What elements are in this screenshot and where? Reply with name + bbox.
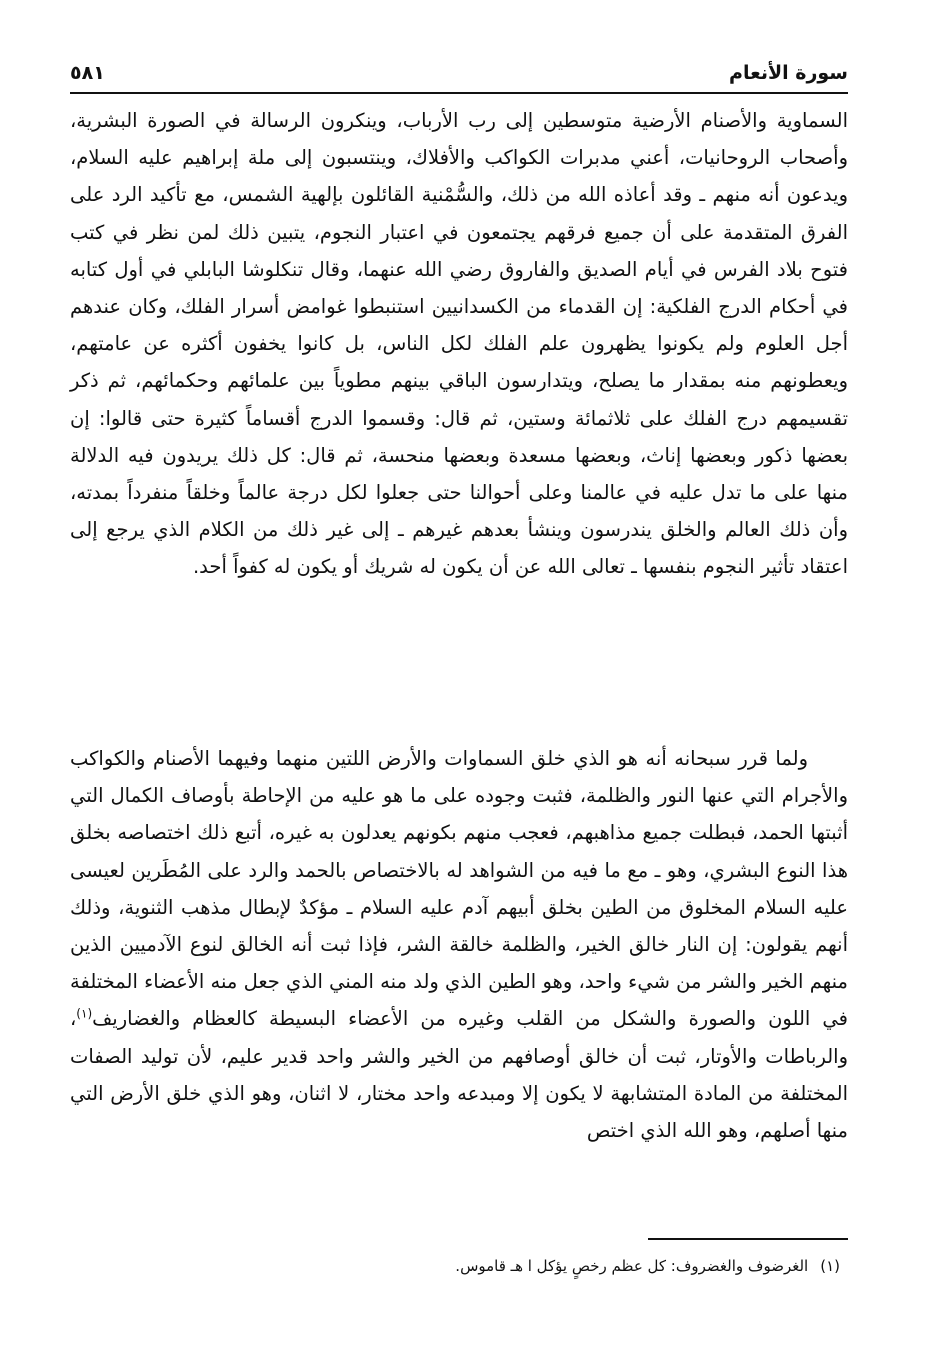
paragraph-2-text-before-ref: ولما قرر سبحانه أنه هو الذي خلق السماوات والأرض اللتين منهما وفيهما الأصنام والكواكب والأجرام التي عنها النور والظلمة، فثبت وجوده على ما هو عليه من الإحاطة بأوصاف الكمال التي أثبتها الحمد، فبطلت جميع مذاهبهم، فعجب منهم بكونهم يعدلون به غيره، أتبع ذلك اختصاصه بخلق هذا النوع البشري، وهو ـ مع ما فيه من الشواهد له بالاختصاص بالحمد والرد على المُطَرين لعيسى عليه السلام المخلوق من الطين بخلق أبيهم آدم عليه السلام ـ مؤكدٌ لإبطال مذهب الثنوية، وذلك أنهم يقولون: إن النار خالق الخير، والظلمة خالقة الشر، فإذا ثبت أنه الخالق لنوع الآدميين الذين منهم الخير والشر من شيء واحد، وهو الطين الذي ولد منه المني الذي جعل منه الأعضاء المختلفة في اللون والصورة والشكل من القلب وغيره من الأعضاء البسيطة كالعظام والغضاريف (70, 747, 848, 1031)
page-number: ٥٨١ (70, 62, 105, 84)
paragraph-2-text-after-ref: ، والرباطات والأوتار، ثبت أن خالق أوصافهم من الخير والشر واحد قدير عليم، لأن توليد الصفات المختلفة من المادة المتشابهة لا يكون إلا ومبدعه واحد مختار، لا اثنان، وهو الذي خلق الأرض التي منها أصلهم، وهو الله الذي اختص (70, 1007, 848, 1143)
footnote-text: الغرضوف والغضروف: كل عظم رخصٍ يؤكل ا هـ قاموس. (455, 1257, 809, 1275)
footnote-reference: (١) (76, 1006, 93, 1021)
header-divider (70, 92, 848, 94)
surah-title: سورة الأنعام (729, 62, 848, 84)
footnote-number: (١) (820, 1257, 840, 1275)
footnote-divider (648, 1238, 848, 1240)
paragraph-1: السماوية والأصنام الأرضية متوسطين إلى رب الأرباب، وينكرون الرسالة في الصورة البشرية، وأصحاب الروحانيات، أعني مدبرات الكواكب والأفلاك، وينتسبون إلى ملة إبراهيم عليه السلام، ويدعون أنه منهم ـ وقد أعاذه الله من ذلك، والسُّمْنية القائلون بإلهية الشمس، مع تأكيد الرد على الفرق المتقدمة على أن جميع فرقهم يجتمعون في اعتبار النجوم، يتبين ذلك لمن نظر في كتب فتوح بلاد الفرس في أيام الصديق والفاروق رضي الله عنهما، وقال تنكلوشا البابلي في أول كتابه في أحكام الدرج الفلكية: إن القدماء من الكسدانيين استنبطوا غوامض أسرار الفلك، وكان عندهم أجل العلوم ولم يكونوا يظهرون علم الفلك لكل الناس، بل كانوا يخفون أكثره عن عامتهم، ويعطونهم منه بمقدار ما يصلح، ويتدارسون الباقي بينهم مطوياً بين علمائهم وحكمائهم، ثم ذكر تقسيمهم درج الفلك على ثلاثمائة وستين، ثم قال: وقسموا الدرج أقساماً كثيرة حتى قالوا: إن بعضها ذكور وبعضها إناث، وبعضها مسعدة وبعضها منحسة، ثم قال: كل ذلك يريدون فيه الدلالة منها على ما تدل عليه في عالمنا وعلى أحوالنا حتى جعلوا لكل درجة عالماً وخلقاً منفرداً بمدته، وأن ذلك العالم والخلق يندرسون وينشأ بعدهم غيرهم ـ إلى غير ذلك من الكلام الذي يرجع إلى اعتقاد تأثير النجوم بنفسها ـ تعالى الله عن أن يكون له شريك أو يكون له كفواً أحد. (70, 109, 848, 579)
paragraph-2 (70, 740, 848, 1149)
page-header (70, 58, 848, 92)
footnote (70, 1252, 840, 1280)
